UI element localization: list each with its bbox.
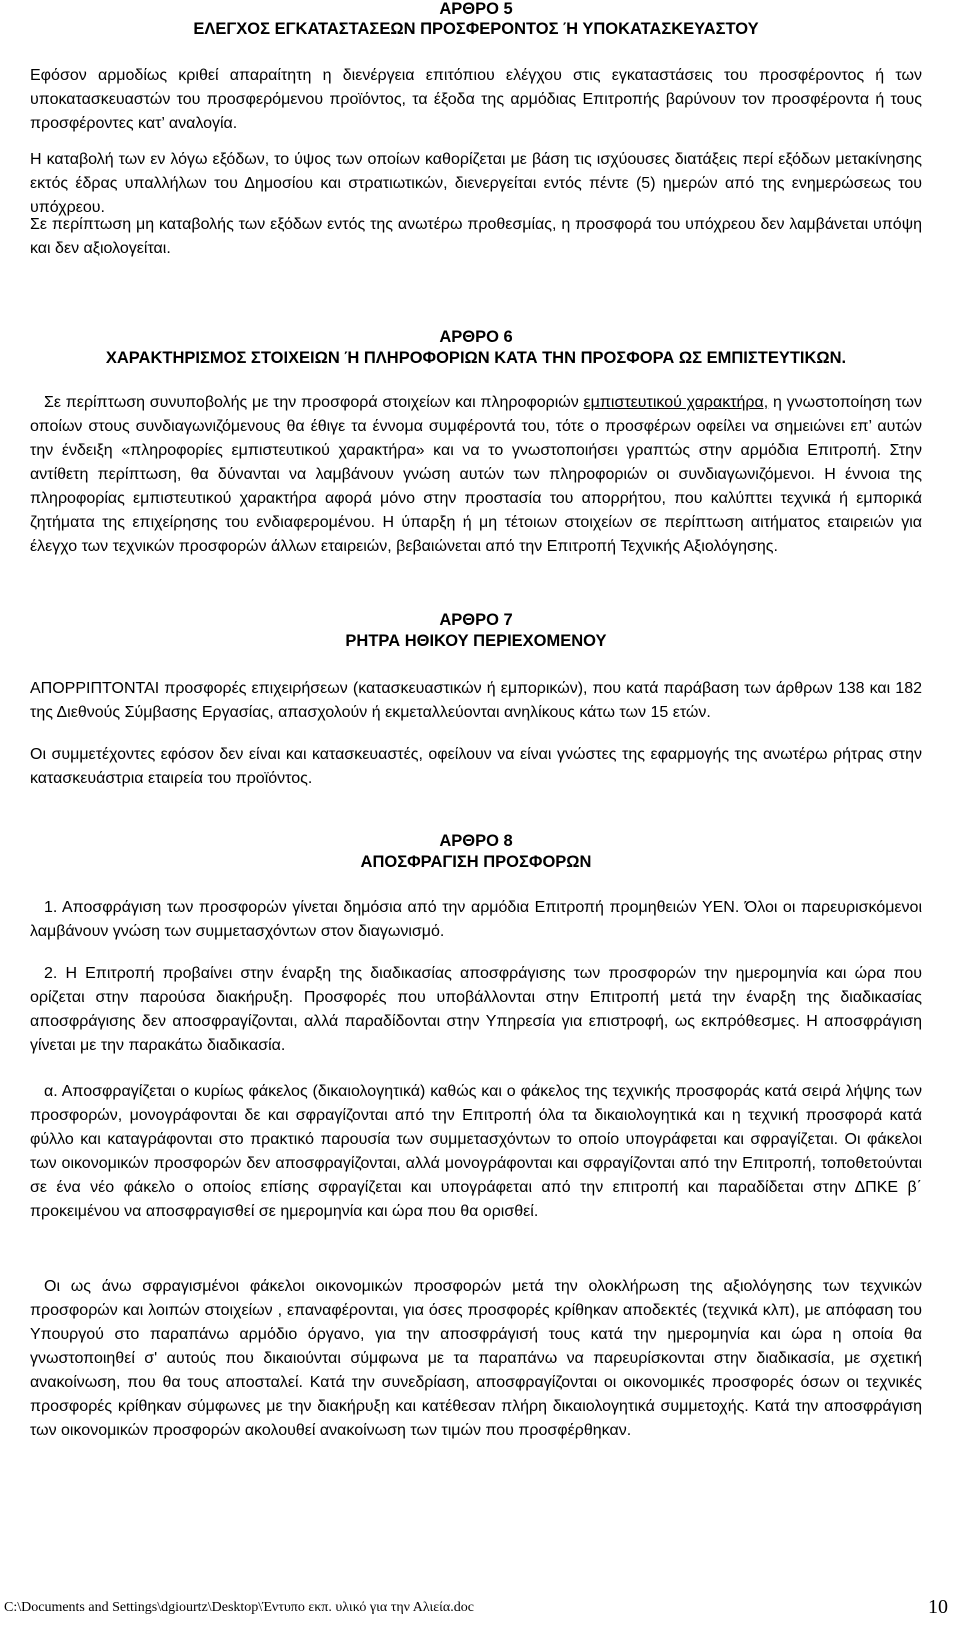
article-5-title: ΑΡΘΡΟ 5 xyxy=(439,0,513,18)
article-6-title: ΑΡΘΡΟ 6 xyxy=(439,328,513,346)
article-5-paragraph-3: Σε περίπτωση μη καταβολής των εξόδων εντός της ανωτέρω προθεσμίας, η προσφορά του υπόχρεου δεν λαμβάνεται υπόψη και δεν αξιολογείται. xyxy=(30,216,922,257)
article-5-subtitle: ΕΛΕΓΧΟΣ ΕΓΚΑΤΑΣΤΑΣΕΩΝ ΠΡΟΣΦΕΡΟΝΤΟΣ Ή ΥΠΟΚΑΤΑΣΚΕΥΑΣΤΟΥ xyxy=(193,20,759,38)
article-8-item-a: α. Αποσφραγίζεται ο κυρίως φάκελος (δικαιολογητικά) καθώς και ο φάκελος της τεχνικής προσφοράς κατά σειρά λήψης των προσφορών, μονογράφονται δε και σφραγίζονται από την Επιτροπή όλα τα δικαιολογητικά και η τεχνική προσφορά κατά φύλλο και καταγράφονται στο πρακτικό παρουσία των συμμετασχόντων το οποίο υπογράφεται και σφραγίζεται. Οι φάκελοι των οικονομικών προσφορών δεν αποσφραγίζονται, αλλά μονογράφονται και σφραγίζονται από την Επιτροπή, τοποθετούνται σε ένα νέο φάκελο ο οποίος επίσης σφραγίζεται και υπογράφεται από την επιτροπή και παραδίδεται στην ΔΠΚΕ β΄ προκειμένου να αποσφραγισθεί σε ημερομηνία και ώρα που θα ορισθεί. xyxy=(30,1083,922,1220)
article-5-paragraph-1: Εφόσον αρμοδίως κριθεί απαραίτητη η διενέργεια επιτόπιου ελέγχου στις εγκαταστάσεις του προσφέροντος ή των υποκατασκευαστών του προσφερόμενου προϊόντος, τα έξοδα της αρμόδιας Επιτροπής βαρύνουν τον προσφέροντα ή τους προσφέροντες κατ’ αναλογία. xyxy=(30,67,922,132)
page-number: 10 xyxy=(928,1596,948,1618)
article-6-text-underlined: εμπιστευτικού χαρακτήρα, xyxy=(583,394,769,411)
footer-file-path: C:\Documents and Settings\dgiourtz\Desktop\Έντυπο εκπ. υλικό για την Αλιεία.doc xyxy=(4,1600,474,1615)
article-7-paragraph-2: Οι συμμετέχοντες εφόσον δεν είναι και κατασκευαστές, οφείλουν να είναι γνώστες της εφαρμογής της ανωτέρω ρήτρας στην κατασκευάστρια εταιρεία του προϊόντος. xyxy=(30,746,922,787)
article-5-paragraph-2: Η καταβολή των εν λόγω εξόδων, το ύψος των οποίων καθορίζεται με βάση τις ισχύουσες διατάξεις περί εξόδων μετακίνησης εκτός έδρας υπαλλήλων του Δημοσίου και στρατιωτικών, διενεργείται εντός πέντε (5) ημερών από της ενημερώσεως του υπόχρεου. xyxy=(30,151,922,216)
article-6-text-start: Σε περίπτωση συνυποβολής με την προσφορά στοιχείων και πληροφοριών xyxy=(44,394,584,411)
article-6-text-end: η γνωστοποίηση των οποίων στους συνδιαγωνιζόμενους θα έθιγε τα έννομα συμφέροντά του, τότε ο προσφέρων οφείλει να σημειώνει επ’ αυτών την ένδειξη «πληροφορίες εμπιστευτικού χαρακτήρα» και να το γνωστοποιήσει γραπτώς στην αρμόδια Επιτροπή. Στην αντίθετη περίπτωση, θα δύνανται να λαμβάνουν γνώση αυτών των πληροφοριών οι συνδιαγωνιζόμενοι. Η έννοια της πληροφορίας εμπιστευτικού χαρακτήρα αφορά μόνο στην προστασία του απορρήτου, που καλύπτει τεχνικά ή εμπορικά ζητήματα της επιχείρησης του ενδιαφερομένου. Η ύπαρξη ή μη τέτοιων στοιχείων σε περίπτωση αιτήματος εταιρειών για έλεγχο των τεχνικών προσφορών άλλων εταιρειών, βεβαιώνεται από την Επιτροπή Τεχνικής Αξιολόγησης. xyxy=(30,394,923,555)
article-7-paragraph-1: ΑΠΟΡΡΙΠΤΟΝΤΑΙ προσφορές επιχειρήσεων (κατασκευαστικών ή εμπορικών), που κατά παράβαση των άρθρων 138 και 182 της Διεθνούς Σύμβασης Εργασίας, απασχολούν ή εκμεταλλεύονται ανηλίκους κάτω των 15 ετών. xyxy=(30,680,922,721)
article-8-subtitle: ΑΠΟΣΦΡΑΓΙΣΗ ΠΡΟΣΦΟΡΩΝ xyxy=(360,853,592,871)
article-8-closing-paragraph: Οι ως άνω σφραγισμένοι φάκελοι οικονομικών προσφορών μετά την ολοκλήρωση της αξιολόγησης των τεχνικών προσφορών και λοιπών στοιχείων , επαναφέρονται, για όσες προσφορές κρίθηκαν αποδεκτές (τεχνικά κλπ), με απόφαση του Υπουργού στο παραπάνω αρμόδιο όργανο, για την αποσφράγισή τους κατά την ημερομηνία και ώρα η οποία θα γνωστοποιηθεί σ' αυτούς που δικαιούνται σύμφωνα με τα παραπάνω να παρευρίσκονται στην διαδικασία, με σχετική ανακοίνωση, που θα τους αποσταλεί. Κατά την συνεδρίαση, αποσφραγίζονται οι οικονομικές προσφορές όσων οι τεχνικές προσφορές κρίθηκαν σύμφωνες με την διακήρυξη και κατέθεσαν πλήρη δικαιολογητικά συμμετοχής. Κατά την αποσφράγιση των οικονομικών προσφορών ακολουθεί ανακοίνωση των τιμών που προσφέρθηκαν. xyxy=(30,1278,922,1439)
article-8-title: ΑΡΘΡΟ 8 xyxy=(439,832,513,850)
article-7-title: ΑΡΘΡΟ 7 xyxy=(439,611,513,629)
article-6-paragraph-1 xyxy=(30,391,922,559)
article-8-item-1: 1. Αποσφράγιση των προσφορών γίνεται δημόσια από την αρμόδια Επιτροπή προμηθειών ΥΕΝ. Όλοι οι παρευρισκόμενοι λαμβάνουν γνώση των συμμετασχόντων στον διαγωνισμό. xyxy=(30,899,922,940)
article-6-subtitle: ΧΑΡΑΚΤΗΡΙΣΜΟΣ ΣΤΟΙΧΕΙΩΝ Ή ΠΛΗΡΟΦΟΡΙΩΝ ΚΑΤΑ ΤΗΝ ΠΡΟΣΦΟΡΑ ΩΣ ΕΜΠΙΣΤΕΥΤΙΚΩΝ. xyxy=(105,349,847,367)
article-7-subtitle: ΡΗΤΡΑ ΗΘΙΚΟΥ ΠΕΡΙΕΧΟΜΕΝΟΥ xyxy=(345,632,607,650)
article-8-item-2: 2. Η Επιτροπή προβαίνει στην έναρξη της διαδικασίας αποσφράγισης των προσφορών την ημερομηνία και ώρα που ορίζεται στην παρούσα διακήρυξη. Προσφορές που υποβάλλονται στην Επιτροπή μετά την έναρξη της διαδικασίας αποσφράγισης δεν αποσφραγίζονται, αλλά παραδίδονται στην Υπηρεσία για επιστροφή, ως εκπρόθεσμες. Η αποσφράγιση γίνεται με την παρακάτω διαδικασία. xyxy=(30,965,922,1054)
